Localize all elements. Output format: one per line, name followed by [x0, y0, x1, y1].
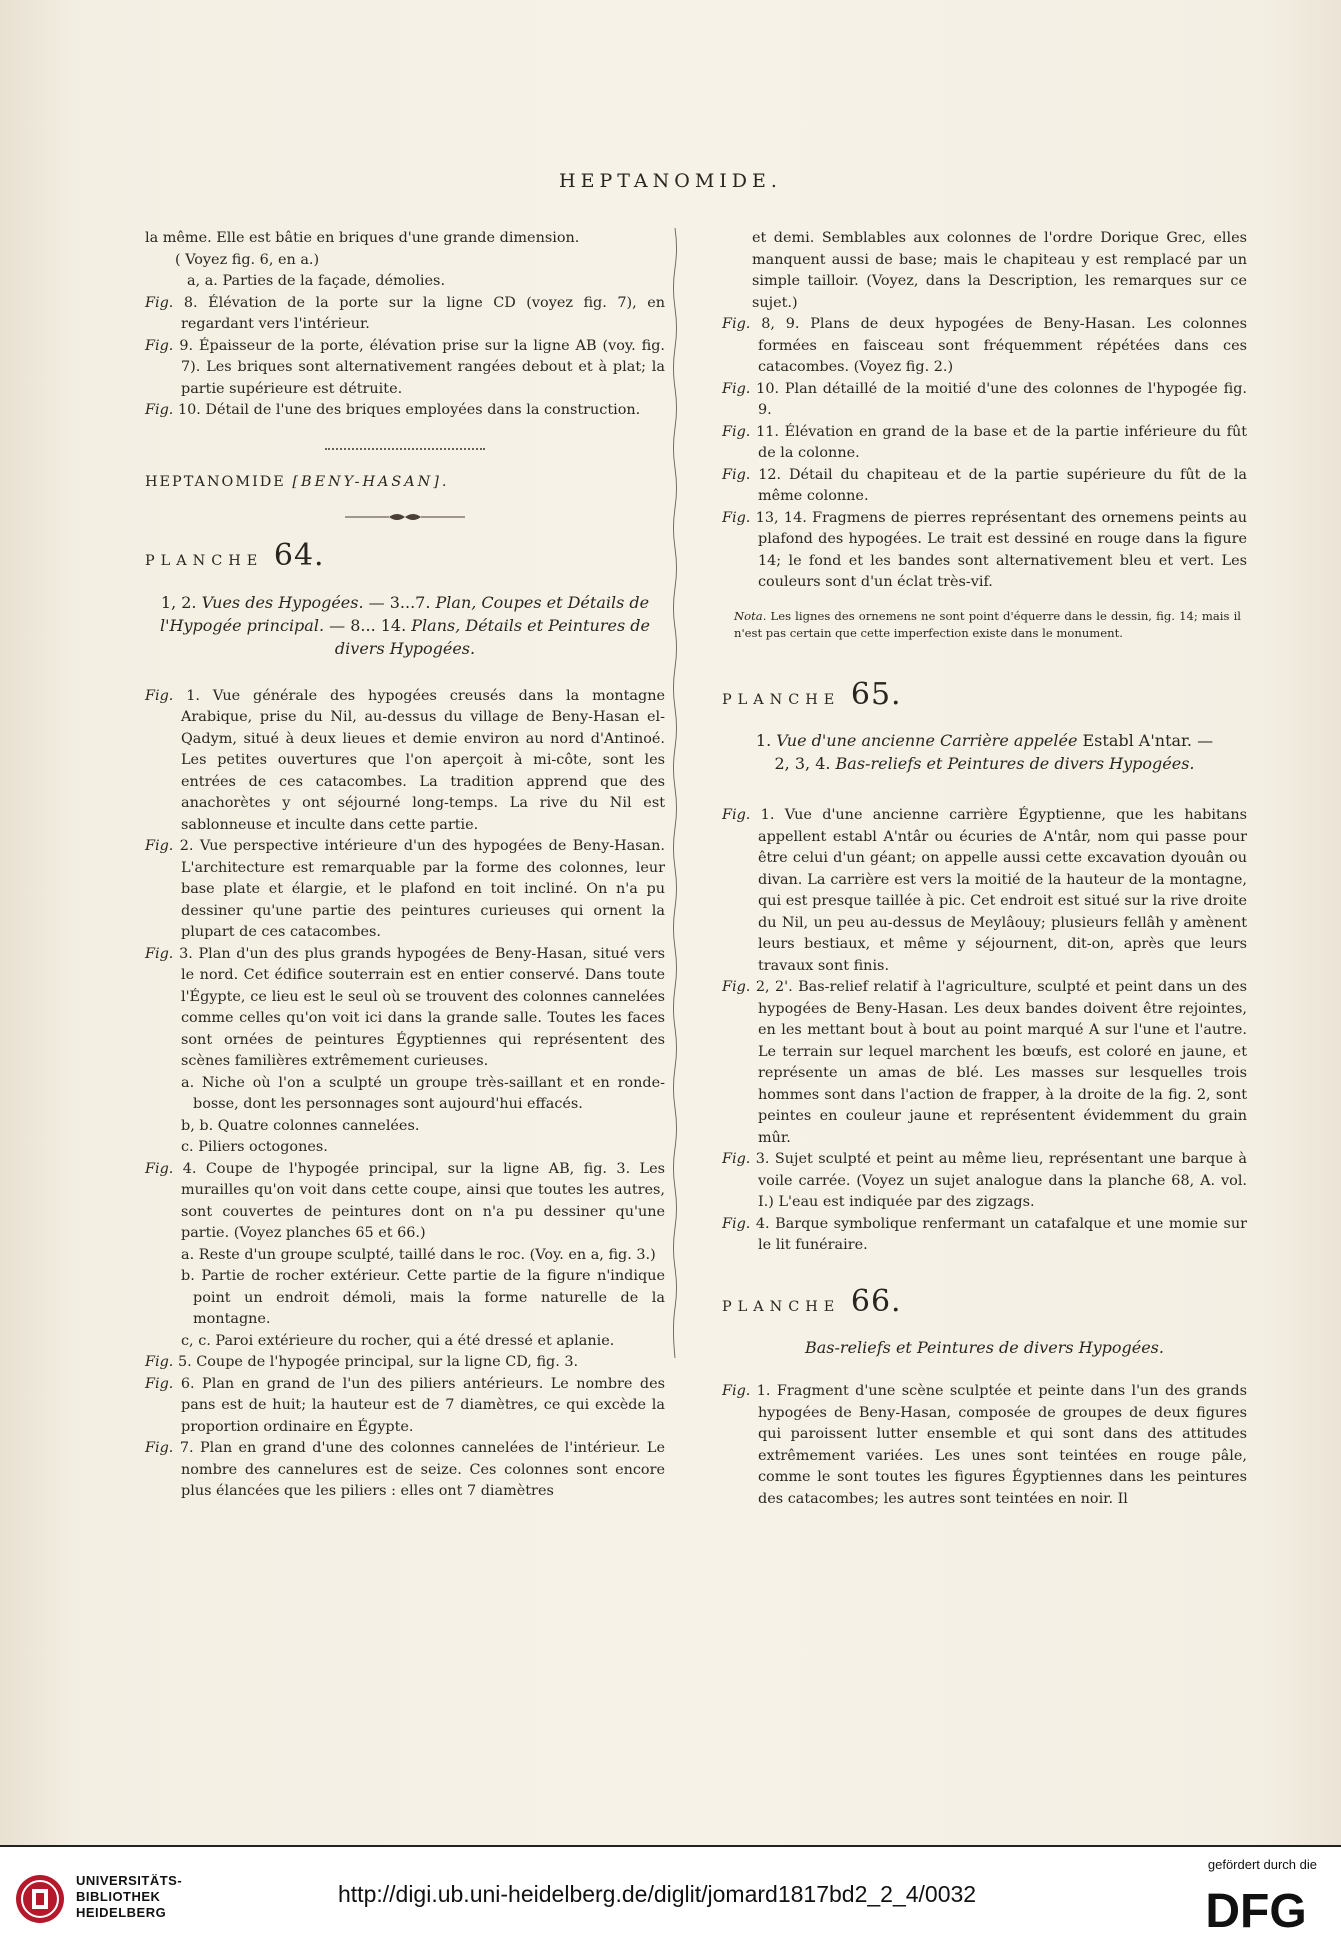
library-name[interactable] [76, 1873, 182, 1921]
library-name-line: UNIVERSITÄTS- [76, 1873, 183, 1888]
fig-label: Fig. [145, 838, 174, 854]
fig-label: Fig. [722, 1151, 751, 1167]
sub-entry: a. Niche où l'on a sculpté un groupe très-saillant et en ronde-bosse, dont les personnages sont aujourd'hui effacés. [181, 1074, 665, 1112]
sub-entry: b, b. Quatre colonnes cannelées. [181, 1117, 420, 1134]
fig-text: 4. Barque symbolique renfermant un catafalque et une momie sur le lit funéraire. [755, 1215, 1247, 1253]
note-text: Les lignes des ornemens ne sont point d'équerre dans le dessin, fig. 14; mais il n'est pas certain que cette imperfection existe dans le monument. [734, 608, 1241, 640]
contents-part: 1, 2. [160, 592, 197, 612]
page-title: HEPTANOMIDE. [559, 170, 782, 192]
column-rule [670, 228, 680, 1358]
fig-text: 8. Élévation de la porte sur la ligne CD (voyez fig. 7), en regardant vers l'intérieur. [181, 294, 665, 332]
fig-label: Fig. [722, 380, 751, 397]
section-heading-sub: [BENY-HASAN]. [292, 473, 450, 490]
paragraph: ( Voyez fig. 6, en a.) [175, 251, 320, 268]
figure-entry [722, 977, 1247, 1149]
plate-contents: Bas-reliefs et Peintures de divers Hypogées. [805, 1338, 1164, 1357]
fig-label: Fig. [145, 337, 174, 354]
paragraph: a, a. Parties de la façade, démolies. [187, 273, 446, 289]
fig-label: Fig. [722, 316, 751, 332]
plate-word: PLANCHE [722, 1298, 841, 1315]
fig-text: 1. Vue d'une ancienne carrière Égyptienne, que les habitans appellent establ A'ntâr ou écuries de A'ntâr, nom qui passe pour être celui d'un géant; on appelle aussi cette excavation dyouân ou divan. La carrière est vers la moitié de la hauteur de la montagne, qui est presque taillée à pic. Cet endroit est situé sur la rive droite du Nil, un peu au-dessus de Meylâouy; plusieurs fellâh y amènent leurs bestiaux, et même y séjournent, dit-on, après que leurs travaux sont finis. [758, 807, 1247, 974]
fig-text: 11. Élévation en grand de la base et de la partie inférieure du fût de la colonne. [756, 423, 1247, 461]
fig-label: Fig. [145, 1375, 174, 1392]
note-label: Nota. [734, 608, 767, 623]
sub-entry: a. Reste d'un groupe sculpté, taillé dans le roc. (Voy. en a, fig. 3.) [181, 1246, 656, 1263]
contents-part: 3...7. [389, 592, 431, 612]
fig-text: 1. Vue générale des hypogées creusés dans la montagne Arabique, prise du Nil, au-dessus du village de Beny-Hasan el-Qadym, situé à deux lieues et demie environ au nord d'Antinoé. Les petites ouvertures que l'on aperçoit à mi-côte, sont les entrées de ces catacombes. La tradition apprend que des anachorètes y ont séjourné long-temps. La rive du Nil est sablonneuse et inculte dans cette partie. [181, 687, 665, 833]
contents-part: 2, 3, 4. [774, 754, 831, 773]
plate-contents [145, 591, 665, 660]
section-heading [145, 472, 665, 494]
plate-heading [722, 1283, 1247, 1319]
plate-word: PLANCHE [722, 691, 841, 708]
figure-entry [145, 1374, 665, 1439]
fig-text: 3. Plan d'un des plus grands hypogées de Beny-Hasan, situé vers le nord. Cet édifice souterrain est en entier conservé. Dans toute l'Égypte, ce lieu est le seul où se trouvent des colonnes cannelées comme celles qu'on voit ici dans la grande salle. Toutes les faces sont ornées de peintures Égyptiennes qui représentent des scènes familières extrêmement curieuses. [179, 945, 665, 1069]
contents-part: Bas-reliefs et Peintures de divers Hypogées. [830, 754, 1195, 773]
fig-label: Fig. [722, 423, 751, 440]
figure-entry [722, 1214, 1247, 1257]
contents-part: Establ A'ntar. — [1082, 731, 1214, 750]
fig-label: Fig. [722, 807, 751, 823]
figure-entry [145, 293, 665, 336]
fig-label: Fig. [722, 1383, 751, 1399]
figure-entry [145, 944, 665, 1073]
plate-number: 65. [850, 676, 902, 712]
contents-part: Plans, Détails et Peintures de divers Hypogées. [334, 615, 650, 658]
contents-part: 8... 14. [350, 615, 407, 635]
viewer-footer [0, 1845, 1341, 1955]
plate-number: 64. [273, 538, 325, 573]
fig-text: 12. Détail du chapiteau et de la partie supérieure du fût de la même colonne. [758, 466, 1247, 504]
fig-text: 6. Plan en grand de l'un des piliers antérieurs. Le nombre des pans est de huit; la hauteur est de 7 diamètres, ce qui excède la proportion ordinaire en Égypte. [180, 1375, 666, 1435]
figure-entry [722, 508, 1247, 594]
fig-text: 4. Coupe de l'hypogée principal, sur la ligne AB, fig. 3. Les murailles qu'on voit dans cette coupe, ainsi que toutes les autres, sont couvertes de peintures dont on n'a pu dessiner qu'une partie. (Voyez planches 65 et 66.) [181, 1160, 665, 1241]
funding-note: gefördert durch die [1207, 1857, 1317, 1872]
fig-label: Fig. [722, 466, 751, 483]
paragraph: et demi. Semblables aux colonnes de l'ordre Dorique Grec, elles manquent aussi de base; mais le chapiteau y est remplacé par un simple tailloir. (Voyez, dans la Description, les remarques sur ce sujet.) [752, 230, 1247, 311]
plate-heading [722, 676, 1247, 712]
fig-text: 7. Plan en grand d'une des colonnes cannelées de l'intérieur. Le nombre des cannelures est de seize. Ces colonnes sont encore plus élancées que les piliers : elles ont 7 diamètres [179, 1440, 666, 1499]
fig-label: Fig. [722, 979, 751, 995]
figure-entry [722, 314, 1247, 379]
fig-text: 2, 2'. Bas-relief relatif à l'agriculture, sculpté et peint dans un des hypogées de Beny-Hasan. Les deux bandes doivent être rejointes, en les mettant bout à bout au point marqué A sur l'une et l'autre. Le terrain sur lequel marchent les bœufs, est coloré en jaune, et représente un amas de blé. Les masses sur lesquelles trois hommes sont dans l'action de frapper, à la droite de la fig. 2, sont peintes en couleur jaune et représentent évidemment du grain mûr. [755, 979, 1247, 1146]
contents-part: Plan, Coupes et Détails de l'Hypogée principal. — [160, 592, 650, 635]
right-column [722, 228, 1247, 1510]
fig-label: Fig. [722, 1215, 751, 1232]
plate-number: 66. [850, 1283, 902, 1319]
fig-label: Fig. [145, 945, 174, 962]
sub-entry: c. Piliers octogones. [181, 1139, 328, 1155]
footnote [722, 608, 1247, 642]
figure-entry [145, 1438, 665, 1503]
figure-entry [145, 1352, 665, 1374]
fig-text: 5. Coupe de l'hypogée principal, sur la ligne CD, fig. 3. [177, 1354, 579, 1370]
library-name-line: BIBLIOTHEK [76, 1889, 161, 1904]
fig-label: Fig. [145, 1354, 174, 1370]
university-seal-icon[interactable] [14, 1873, 66, 1925]
figure-entry [722, 465, 1247, 508]
fig-text: 1. Fragment d'une scène sculptée et peinte dans l'un des grands hypogées de Beny-Hasan, composée de groupes de deux figures qui paroissent lutter ensemble et qui sont dans des attitudes extrêmement variées. Les unes sont teintées en rouge pâle, comme le sont toutes les figures Égyptiennes dans les peintures des catacombes; les autres sont teintées en noir. Il [756, 1383, 1248, 1507]
fig-text: 9. Épaisseur de la porte, élévation prise sur la ligne AB (voy. fig. 7). Les briques sont alternativement rangées debout et à plat; la partie supérieure est détruite. [179, 337, 665, 397]
figure-entry [145, 1159, 665, 1245]
sub-entry: b. Partie de rocher extérieur. Cette partie de la figure n'indique point un endroit démoli, mais la forme naturelle de la montagne. [181, 1268, 665, 1327]
fig-label: Fig. [145, 687, 174, 704]
plate-word: PLANCHE [145, 553, 264, 569]
figure-entry [722, 379, 1247, 422]
contents-part: Vue d'une ancienne Carrière appelée [776, 731, 1083, 750]
fig-label: Fig. [145, 1440, 174, 1456]
fig-text: 8, 9. Plans de deux hypogées de Beny-Hasan. Les colonnes formées en faisceau sont fréquemment répétées dans ces catacombes. (Voyez fig. 2.) [758, 316, 1248, 375]
section-heading-main: HEPTANOMIDE [145, 473, 286, 490]
dfg-logo-text: DFG [1205, 1885, 1307, 1935]
figure-entry [722, 1381, 1247, 1510]
fig-label: Fig. [145, 402, 174, 418]
fig-label: Fig. [145, 294, 174, 311]
fig-text: 3. Sujet sculpté et peint au même lieu, représentant une barque à voile carrée. (Voyez un sujet analogue dans la planche 68, A. vol. I.) L'eau est indiquée par des zigzags. [755, 1151, 1247, 1210]
fig-text: 2. Vue perspective intérieure d'un des hypogées de Beny-Hasan. L'architecture est remarquable par la forme des colonnes, leur base plate et élargie, et le plafond en toit incliné. On n'a pu dessiner qu'une partie des peintures curieuses qui ornent la plupart de ces catacombes. [179, 838, 666, 940]
fig-text: 13, 14. Fragmens de pierres représentant des ornemens peints au plafond des hypogées. Le trait est dessiné en rouge dans la figure 14; le fond et les bandes sont alternativement bleu et vert. Les couleurs sont d'un éclat très-vif. [755, 509, 1247, 590]
figure-entry [722, 1149, 1247, 1214]
library-name-line: HEIDELBERG [76, 1905, 167, 1920]
figure-entry [722, 422, 1247, 465]
figure-entry [722, 805, 1247, 977]
figure-entry [145, 400, 665, 422]
plate-contents [722, 729, 1247, 775]
fleuron-ornament [345, 511, 465, 523]
figure-entry [145, 336, 665, 401]
fig-text: 10. Détail de l'une des briques employées dans la construction. [177, 402, 641, 418]
page-url-link[interactable]: http://digi.ub.uni-heidelberg.de/diglit/jomard1817bd2_2_4/0032 [338, 1881, 977, 1907]
paragraph: la même. Elle est bâtie en briques d'une grande dimension. [145, 230, 580, 246]
fig-label: Fig. [145, 1160, 174, 1177]
sub-entry: c, c. Paroi extérieure du rocher, qui a été dressé et aplanie. [181, 1332, 615, 1349]
plate-heading [145, 538, 665, 573]
contents-part: Vues des Hypogées. — [201, 592, 390, 612]
contents-part: 1. [755, 731, 772, 750]
figure-entry [145, 836, 665, 944]
dfg-logo[interactable] [1191, 1883, 1321, 1935]
fig-text: 10. Plan détaillé de la moitié d'une des colonnes de l'hypogée fig. 9. [756, 380, 1247, 418]
left-column [145, 228, 665, 1503]
fig-label: Fig. [722, 509, 751, 526]
figure-entry [145, 686, 665, 837]
